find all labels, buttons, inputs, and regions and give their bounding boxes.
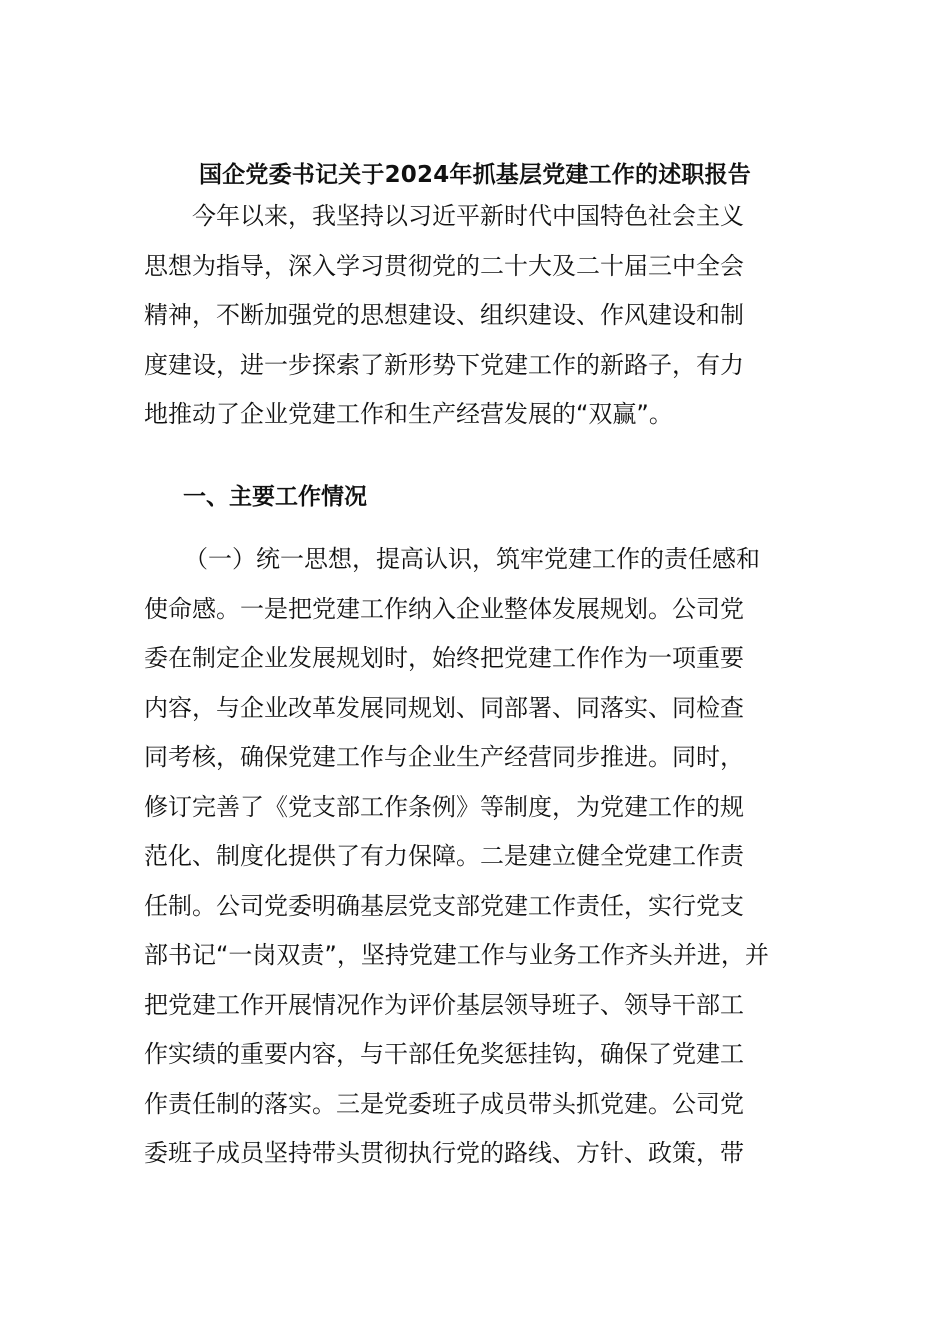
body-line: 作责任制的落实。三是党委班子成员带头抓党建。公司党 (144, 1089, 744, 1118)
intro-line: 思想为指导，深入学习贯彻党的二十大及二十届三中全会 (144, 251, 744, 280)
body-line: 同考核，确保党建工作与企业生产经营同步推进。同时， (144, 743, 744, 771)
intro-paragraph (144, 192, 804, 440)
body-paragraph (144, 535, 804, 1179)
body-line: 任制。公司党委明确基层党支部党建工作责任，实行党支 (144, 891, 744, 920)
body-line: 修订完善了《党支部工作条例》等制度，为党建工作的规 (144, 792, 744, 821)
document-title: 国企党委书记关于2024年抓基层党建工作的述职报告 (198, 162, 751, 188)
intro-line: 精神，不断加强党的思想建设、组织建设、作风建设和制 (144, 301, 744, 329)
intro-line: 地推动了企业党建工作和生产经营发展的“双赢”。 (144, 400, 673, 428)
intro-line: 度建设，进一步探索了新形势下党建工作的新路子，有力 (144, 350, 744, 379)
body-line: 把党建工作开展情况作为评价基层领导班子、领导干部工 (144, 990, 744, 1019)
intro-line: 今年以来，我坚持以习近平新时代中国特色社会主义 (192, 202, 744, 230)
body-line: 委班子成员坚持带头贯彻执行党的路线、方针、政策，带 (144, 1139, 744, 1167)
body-line: 委在制定企业发展规划时，始终把党建工作作为一项重要 (144, 644, 744, 672)
body-line: 部书记“一岗双责”，坚持党建工作与业务工作齐头并进，并 (144, 941, 769, 969)
body-line: 内容，与企业改革发展同规划、同部署、同落实、同检查 (144, 693, 744, 722)
body-line: （一）统一思想，提高认识，筑牢党建工作的责任感和 (184, 545, 760, 573)
section-heading: 一、主要工作情况 (183, 484, 367, 510)
body-line: 作实绩的重要内容，与干部任免奖惩挂钩，确保了党建工 (144, 1040, 744, 1068)
body-line: 使命感。一是把党建工作纳入企业整体发展规划。公司党 (144, 594, 744, 623)
body-line: 范化、制度化提供了有力保障。二是建立健全党建工作责 (144, 842, 744, 870)
